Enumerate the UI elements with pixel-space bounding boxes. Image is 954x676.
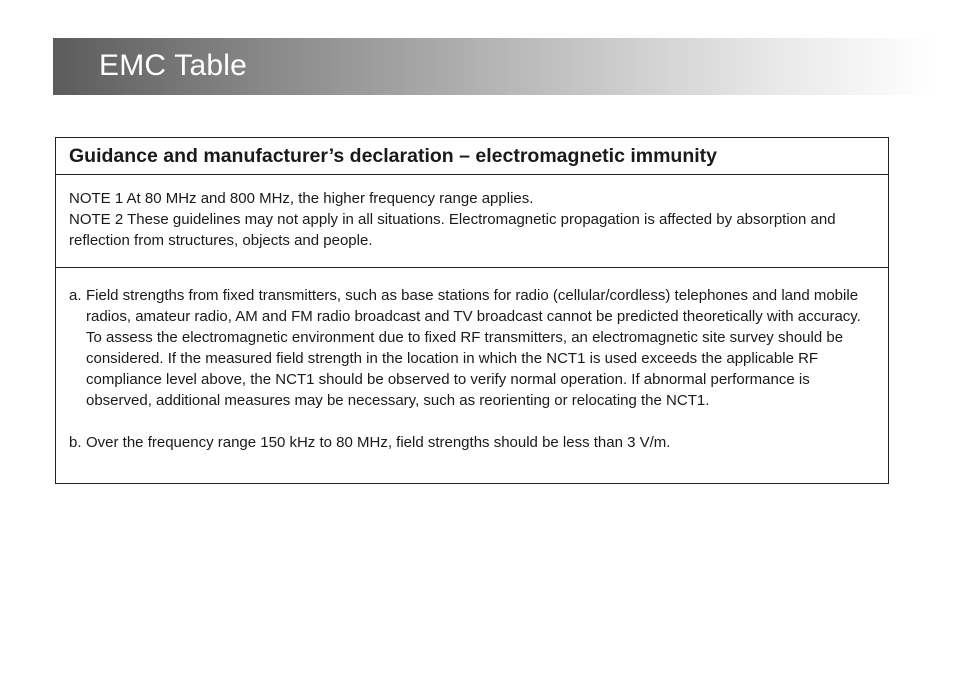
table-heading: Guidance and manufacturer’s declaration – electromagnetic immunity — [56, 138, 888, 175]
page-title: EMC Table — [99, 49, 247, 82]
footnote-text: Field strengths from fixed transmitters, such as base stations for radio (cellular/cordless) telephones and land mobile radios, amateur radio, AM and FM radio broadcast and TV broadcast cannot be predicted theoretically with accuracy. To assess the electromagnetic environment due to fixed RF transmitters, an electromagnetic site survey should be considered. If the measured field strength in the location in which the NCT1 is used exceeds the applicable RF compliance level above, the NCT1 should be observed to verify normal operation. If abnormal performance is observed, additional measures may be necessary, such as reorienting or relocating the NCT1. — [86, 287, 861, 409]
note-1: NOTE 1 At 80 MHz and 800 MHz, the higher frequency range applies. — [69, 190, 534, 207]
header-band — [53, 38, 937, 95]
notes-section — [56, 175, 888, 268]
emc-table — [55, 137, 889, 484]
footnote-marker: b. — [69, 434, 82, 451]
footnote-marker: a. — [69, 287, 82, 304]
footnote-text: Over the frequency range 150 kHz to 80 MHz, field strengths should be less than 3 V/m. — [86, 434, 671, 451]
footnote-b — [69, 432, 875, 453]
note-2: NOTE 2 These guidelines may not apply in all situations. Electromagnetic propagation is affected by absorption and reflection from structures, objects and people. — [69, 211, 836, 249]
footnotes-section — [56, 268, 888, 483]
footnote-a — [69, 285, 875, 411]
